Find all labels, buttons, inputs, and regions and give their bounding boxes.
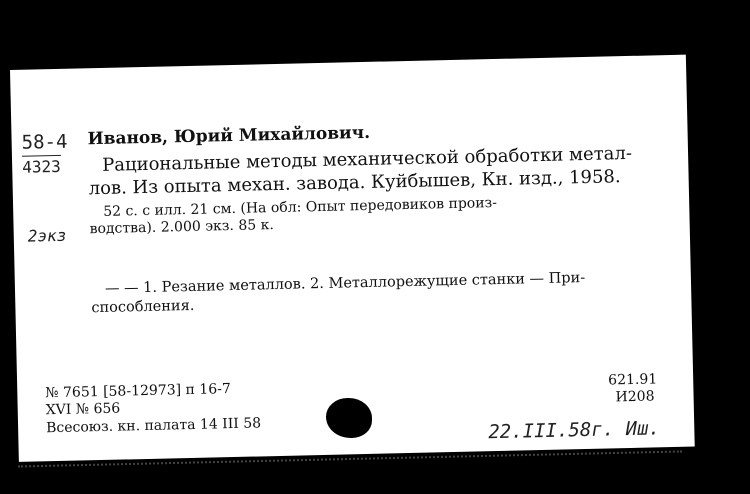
subjects-line-1: — — 1. Резание металлов. 2. Металлорежущие станки — При-: [104, 270, 586, 297]
volume-number: XVI № 656: [45, 400, 121, 419]
shelfmark-top: 58-4: [21, 130, 68, 154]
class-number: 621.91: [608, 371, 658, 389]
title-line-1: Рациональные методы механической обработки метал-: [101, 142, 633, 176]
shelfmark-bottom: 4323: [21, 156, 61, 177]
record-number: № 7651 [58-12973] п 16-7: [45, 381, 231, 402]
handwritten-date: 22.III.58г. Иш.: [488, 417, 661, 444]
title-line-2: лов. Из опыта механ. завода. Куйбышев, Кн. изд., 1958.: [88, 166, 621, 200]
description-line-1: 52 с. с илл. 21 см. (На обл: Опыт передовиков произ-: [103, 194, 498, 220]
author-heading: Иванов, Юрий Михайлович.: [87, 122, 371, 150]
description-line-2: водства). 2.000 экз. 85 к.: [89, 217, 275, 238]
publisher-chamber: Всесоюз. кн. палата 14 III 58: [45, 415, 262, 437]
copies-note: 2экз: [27, 225, 67, 246]
ink-blot: [326, 398, 372, 438]
author-mark: И208: [615, 388, 655, 406]
subjects-line-2: способления.: [91, 297, 195, 317]
